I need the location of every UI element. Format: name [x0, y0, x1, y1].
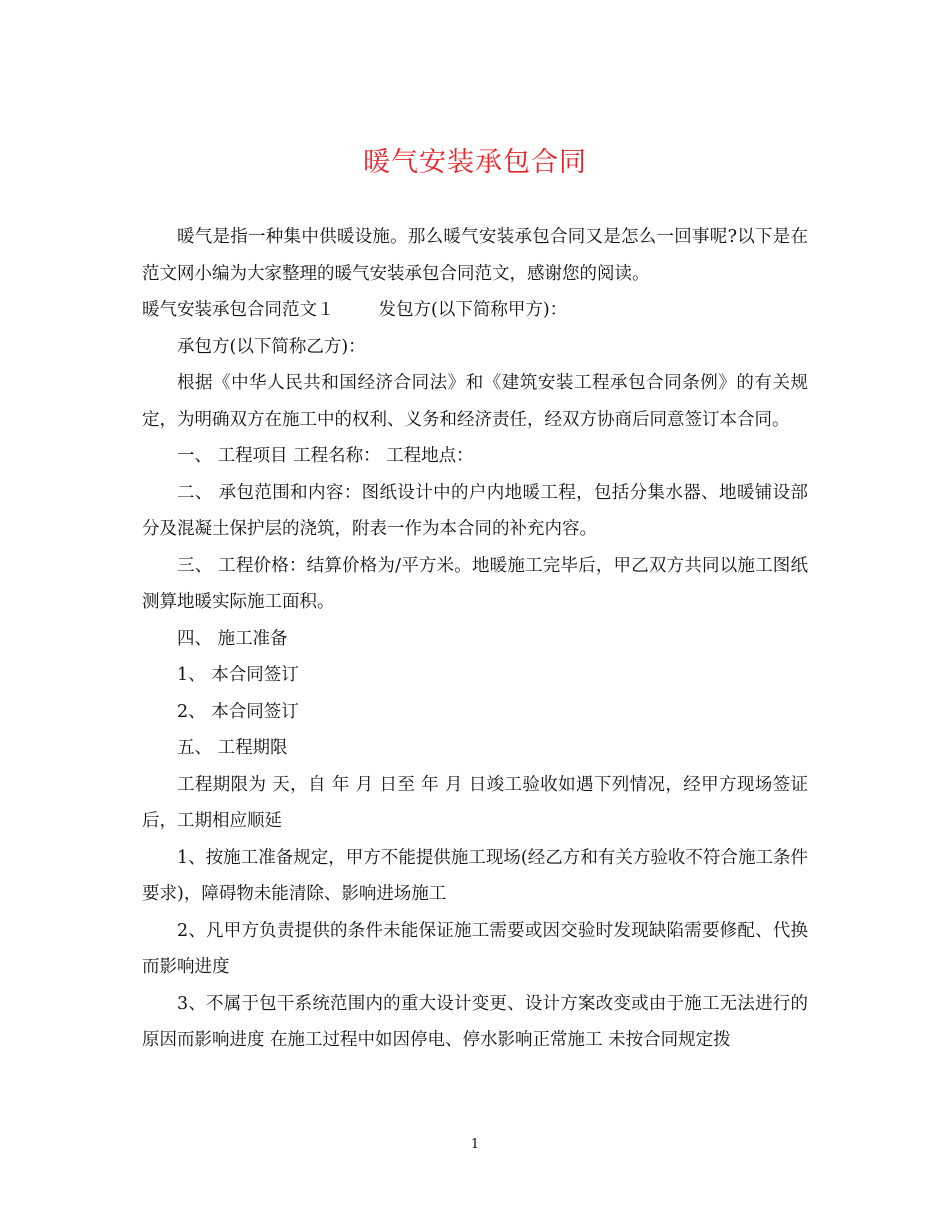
delay-item-2: 2、凡甲方负责提供的条件未能保证施工需要或因交验时发现缺陷需要修配、代换而影响进度	[142, 920, 808, 977]
basis-paragraph: 根据《中华人民共和国经济合同法》和《建筑安装工程承包合同条例》的有关规定，为明确双方在施工中的权利、义务和经济责任，经双方协商后同意签订本合同。	[142, 373, 808, 430]
sample-heading: 暖气安装承包合同范文１	[142, 300, 335, 320]
party-b-label: 承包方(以下简称乙方)：	[177, 336, 366, 357]
section-scope: 二、 承包范围和内容：图纸设计中的户内地暖工程，包括分集水器、地暖铺设部分及混凝土保护层的浇筑，附表一作为本合同的补充内容。	[142, 482, 808, 539]
period-paragraph: 工程期限为 天，自 年 月 日至 年 月 日竣工验收如遇下列情况，经甲方现场签证后，工期相应顺延	[142, 774, 808, 831]
sample-heading-line	[142, 292, 808, 329]
document-title: 暖气安装承包合同	[363, 147, 587, 178]
section-price: 三、 工程价格：结算价格为/平方米。地暖施工完毕后，甲乙双方共同以施工图纸测算地暖实际施工面积。	[142, 555, 808, 612]
section-project: 一、 工程项目 工程名称： 工程地点：	[177, 446, 474, 466]
section-period: 五、 工程期限	[177, 738, 288, 758]
section-preparation: 四、 施工准备	[177, 628, 288, 649]
party-a-label: 发包方(以下简称甲方)：	[378, 300, 568, 320]
delay-item-1: 1、按施工准备规定，甲方不能提供施工现场(经乙方和有关方验收不符合施工条件要求)，障碍物未能清除、影响进场施工	[142, 847, 808, 904]
page-number: 1	[470, 1137, 480, 1152]
intro-paragraph: 暖气是指一种集中供暖设施。那么暖气安装承包合同又是怎么一回事呢?以下是在范文网小编为大家整理的暖气安装承包合同范文，感谢您的阅读。	[142, 227, 808, 284]
delay-item-3: 3、不属于包干系统范围内的重大设计变更、设计方案改变或由于施工无法进行的原因而影响进度 在施工过程中如因停电、停水影响正常施工 未按合同规定拨	[142, 993, 808, 1050]
preparation-item-2: 2、 本合同签订	[177, 701, 299, 722]
document-body	[142, 219, 808, 1059]
preparation-item-1: 1、 本合同签订	[177, 665, 299, 685]
